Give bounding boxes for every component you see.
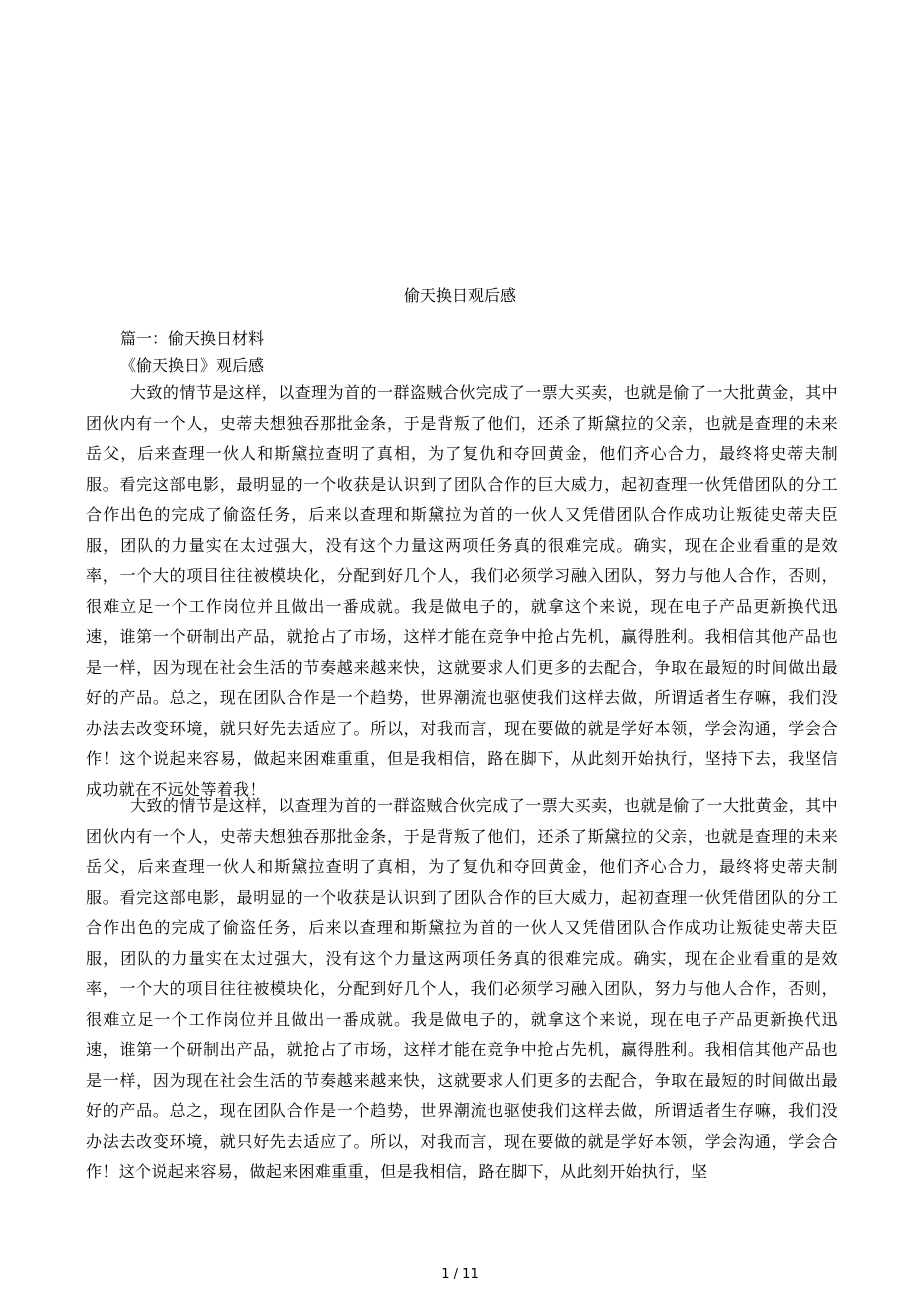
page-number: 1 / 11 <box>441 1267 479 1282</box>
section-heading: 篇一：偷天换日材料 <box>120 329 265 348</box>
body-paragraph: 大致的情节是这样，以查理为首的一群盗贼合伙完成了一票大买卖，也就是偷了一大批黄金，其中团伙内有一个人，史蒂夫想独吞那批金条，于是背叛了他们，还杀了斯黛拉的父亲，也就是查理的未来岳父，后来查理一伙人和斯黛拉查明了真相，为了复仇和夺回黄金，他们齐心合力，最终将史蒂夫制服。看完这部电影，最明显的一个收获是认识到了团队合作的巨大威力，起初查理一伙凭借团队的分工合作出色的完成了偷盗任务，后来以查理和斯黛拉为首的一伙人又凭借团队合作成功让叛徒史蒂夫臣服，团队的力量实在太过强大，没有这个力量这两项任务真的很难完成。确实，现在企业看重的是效率，一个大的项目往往被模块化，分配到好几个人，我们必须学习融入团队，努力与他人合作，否则，很难立足一个工作岗位并且做出一番成就。我是做电子的，就拿这个来说，现在电子产品更新换代迅速，谁第一个研制出产品，就抢占了市场，这样才能在竞争中抢占先机，赢得胜利。我相信其他产品也是一样，因为现在社会生活的节奏越来越来快，这就要求人们更多的去配合，争取在最短的时间做出最好的产品。总之，现在团队合作是一个趋势，世界潮流也驱使我们这样去做，所谓适者生存嘛，我们没办法去改变环境，就只好先去适应了。所以，对我而言，现在要做的就是学好本领，学会沟通，学会合作！这个说起来容易，做起来困难重重，但是我相信，路在脚下，从此刻开始执行，坚持下去，我坚信成功就在不远处等着我！ <box>86 383 838 799</box>
essay-subtitle: 《偷天换日》观后感 <box>120 356 265 375</box>
document-title: 偷天换日观后感 <box>403 286 516 305</box>
body-paragraph: 大致的情节是这样，以查理为首的一群盗贼合伙完成了一票大买卖，也就是偷了一大批黄金，其中团伙内有一个人，史蒂夫想独吞那批金条，于是背叛了他们，还杀了斯黛拉的父亲，也就是查理的未来岳父，后来查理一伙人和斯黛拉查明了真相，为了复仇和夺回黄金，他们齐心合力，最终将史蒂夫制服。看完这部电影，最明显的一个收获是认识到了团队合作的巨大威力，起初查理一伙凭借团队的分工合作出色的完成了偷盗任务，后来以查理和斯黛拉为首的一伙人又凭借团队合作成功让叛徒史蒂夫臣服，团队的力量实在太过强大，没有这个力量这两项任务真的很难完成。确实，现在企业看重的是效率，一个大的项目往往被模块化，分配到好几个人，我们必须学习融入团队，努力与他人合作，否则，很难立足一个工作岗位并且做出一番成就。我是做电子的，就拿这个来说，现在电子产品更新换代迅速，谁第一个研制出产品，就抢占了市场，这样才能在竞争中抢占先机，赢得胜利。我相信其他产品也是一样，因为现在社会生活的节奏越来越来快，这就要求人们更多的去配合，争取在最短的时间做出最好的产品。总之，现在团队合作是一个趋势，世界潮流也驱使我们这样去做，所谓适者生存嘛，我们没办法去改变环境，就只好先去适应了。所以，对我而言，现在要做的就是学好本领，学会沟通，学会合作！这个说起来容易，做起来困难重重，但是我相信，路在脚下，从此刻开始执行，坚 <box>86 796 838 1181</box>
